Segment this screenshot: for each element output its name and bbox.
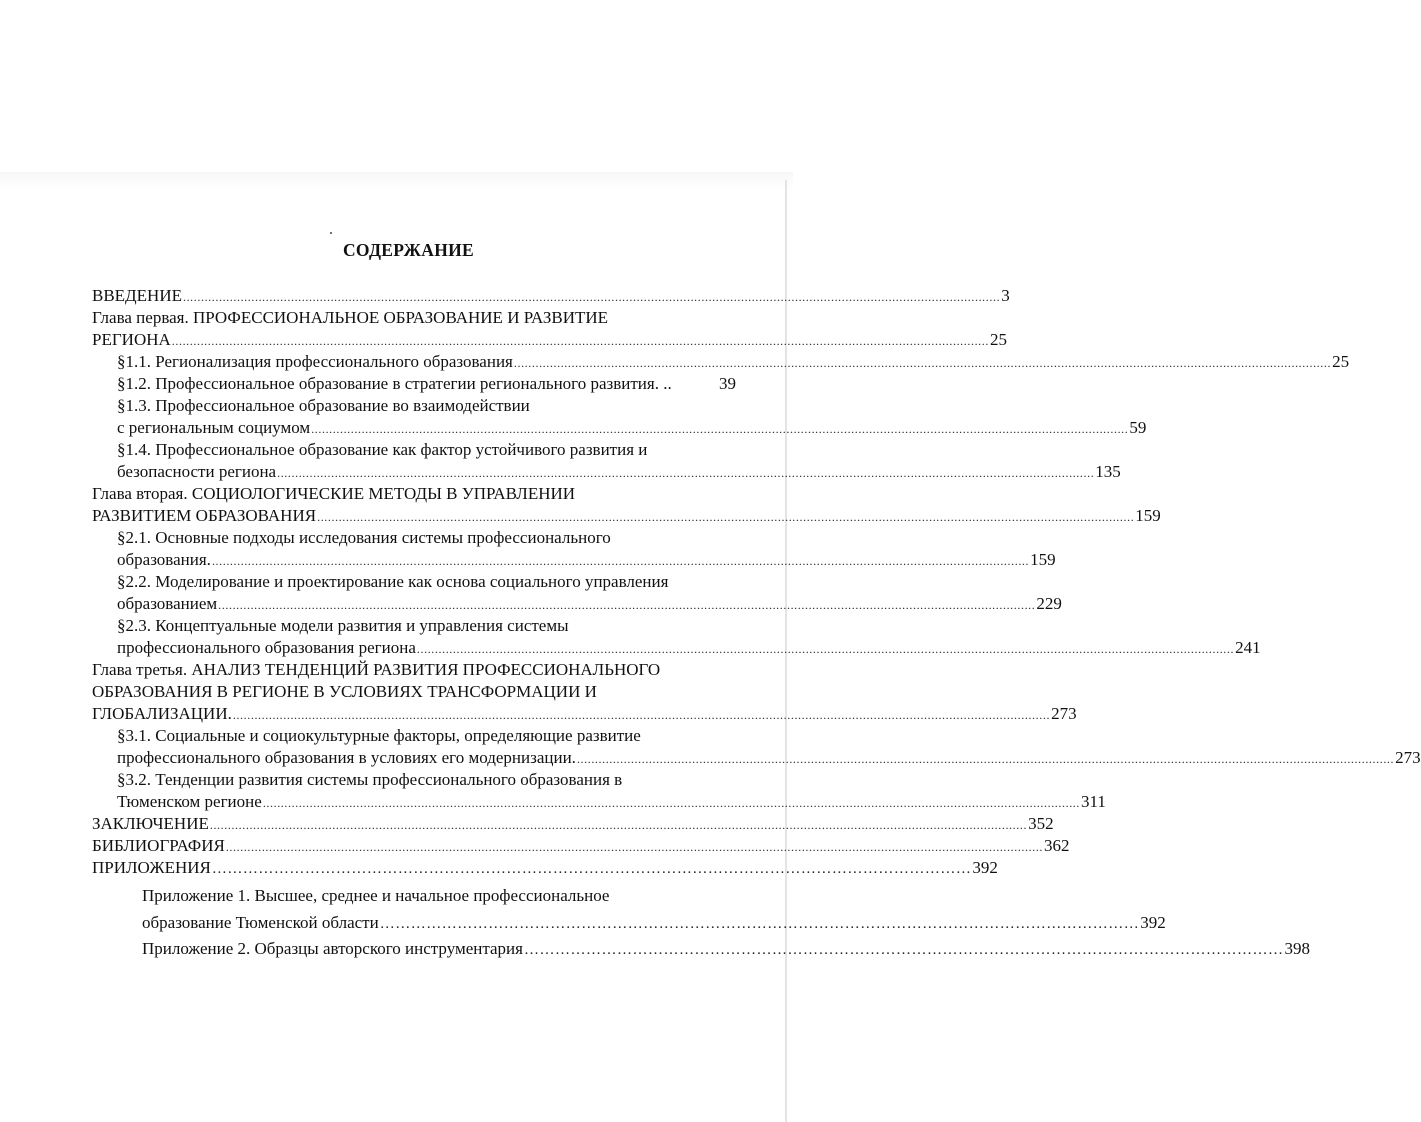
toc-entry-conclusion[interactable] [92, 813, 1054, 835]
toc-appendix-1-title[interactable]: Приложение 1. Высшее, среднее и начальное профессиональное [142, 886, 610, 905]
toc-entry-label: с региональным социумом [117, 418, 311, 437]
toc-entry-label: §1.1. Регионализация профессионального образования [117, 352, 513, 371]
toc-entry-label: РАЗВИТИЕМ ОБРАЗОВАНИЯ [92, 506, 317, 525]
toc-section-2-2-title[interactable]: §2.2. Моделирование и проектирование как основа социального управления [117, 572, 669, 591]
toc-entry-section-3-2[interactable] [117, 791, 1106, 813]
dot-leader: ................................................................................................................................................................................................................................... [218, 598, 1036, 612]
toc-entry-page: 311 [1081, 792, 1106, 811]
toc-entry-label: образования. [117, 550, 211, 569]
dot-leader: ................................................................................................................................................................................................................................... [513, 356, 1332, 370]
toc-entry-section-2-1[interactable] [117, 549, 1056, 571]
toc-section-2-1-title[interactable]: §2.1. Основные подходы исследования системы профессионального [117, 528, 611, 547]
toc-entry-label: безопасности региона [117, 462, 277, 481]
toc-entry-section-3-1[interactable] [117, 747, 1421, 769]
toc-entry-section-1-2[interactable] [117, 373, 736, 395]
toc-entry-page: 273 [1395, 748, 1421, 767]
toc-section-1-4-title[interactable]: §1.4. Профессиональное образование как фактор устойчивого развития и [117, 440, 648, 459]
toc-entry-section-1-3[interactable] [117, 417, 1147, 439]
toc-entry-page: 39 [719, 374, 736, 393]
toc-entry-page: 159 [1135, 506, 1161, 525]
toc-chapter-3-title[interactable]: Глава третья. АНАЛИЗ ТЕНДЕНЦИЙ РАЗВИТИЯ ПРОФЕССИОНАЛЬНОГО [92, 660, 661, 679]
toc-entry-page: 135 [1095, 462, 1121, 481]
toc-entry-label: Тюменском регионе [117, 792, 262, 811]
dot-leader: ………………………………………………………………………………………………………………………………… [523, 942, 1284, 958]
dot-leader: ................................................................................................................................................................................................................................... [262, 796, 1081, 810]
toc-entry-label: БИБЛИОГРАФИЯ [92, 836, 225, 855]
toc-entry-chapter-2[interactable] [92, 505, 1161, 527]
toc-entry-chapter-3[interactable] [92, 703, 1077, 725]
toc-entry-section-1-4[interactable] [117, 461, 1121, 483]
toc-section-1-3-title[interactable]: §1.3. Профессиональное образование во взаимодействии [117, 396, 530, 415]
toc-section-3-1-title[interactable]: §3.1. Социальные и социокультурные факторы, определяющие развитие [117, 726, 641, 745]
toc-entry-label: профессионального образования региона [117, 638, 416, 657]
toc-entry-page: 229 [1036, 594, 1062, 613]
toc-chapter-1-title[interactable]: Глава первая. ПРОФЕССИОНАЛЬНОЕ ОБРАЗОВАНИЕ И РАЗВИТИЕ [92, 308, 609, 327]
toc-entry-label: образование Тюменской области [142, 913, 379, 932]
dot-leader: ................................................................................................................................................................................................................................... [576, 752, 1395, 766]
toc-entry-page: 352 [1028, 814, 1054, 833]
toc-entry-page: 398 [1284, 939, 1310, 958]
toc-entry-section-1-1[interactable] [117, 351, 1350, 373]
toc-entry-label: §1.2. Профессиональное образование в стратегии регионального развития. .. [117, 374, 672, 393]
toc-entry-page: 25 [1332, 352, 1350, 371]
dot-leader: ................................................................................................................................................................................................................................... [232, 708, 1051, 722]
toc-entry-appendix-2[interactable] [142, 938, 1310, 960]
toc-entry-page: 159 [1030, 550, 1056, 569]
toc-entry-label: Приложение 2. Образцы авторского инструментария [142, 939, 523, 958]
toc-entry-label: ПРИЛОЖЕНИЯ [92, 858, 211, 877]
toc-entry-label: образованием [117, 594, 218, 613]
dot-leader: ………………………………………………………………………………………………………………………………… [379, 916, 1140, 932]
dot-leader: ................................................................................................................................................................................................................................... [416, 642, 1235, 656]
toc-chapter-2-title[interactable]: Глава вторая. СОЦИОЛОГИЧЕСКИЕ МЕТОДЫ В УПРАВЛЕНИИ [92, 484, 576, 503]
dot-leader: ................................................................................................................................................................................................................................... [317, 510, 1135, 524]
dot-leader: ................................................................................................................................................................................................................................... [277, 466, 1095, 480]
toc-entry-page: 25 [989, 330, 1007, 349]
toc-entry-page: 59 [1129, 418, 1147, 437]
dot-leader: ................................................................................................................................................................................................................................... [311, 422, 1129, 436]
dot-leader: ................................................................................................................................................................................................................................... [171, 334, 989, 348]
dot-leader: ................................................................................................................................................................................................................................... [182, 290, 1001, 304]
toc-entry-introduction[interactable] [92, 285, 1010, 307]
toc-entry-label: профессионального образования в условиях его модернизации. [117, 748, 576, 767]
dot-leader: ................................................................................................................................................................................................................................... [211, 554, 1030, 568]
toc-entry-page: 273 [1051, 704, 1077, 723]
toc-entry-label: ВВЕДЕНИЕ [92, 286, 182, 305]
page-title: СОДЕРЖАНИЕ [342, 240, 474, 260]
dot-leader: ………………………………………………………………………………………………………………………………… [211, 861, 972, 877]
scan-speck [330, 232, 332, 234]
toc-entry-page: 3 [1001, 286, 1010, 305]
toc-entry-appendices[interactable] [92, 857, 998, 879]
toc-entry-label: ЗАКЛЮЧЕНИЕ [92, 814, 209, 833]
toc-entry-section-2-3[interactable] [117, 637, 1261, 659]
dot-leader: ................................................................................................................................................................................................................................... [209, 818, 1028, 832]
toc-entry-page: 362 [1044, 836, 1070, 855]
toc-section-3-2-title[interactable]: §3.2. Тенденции развития системы профессионального образования в [117, 770, 623, 789]
toc-entry-label: ГЛОБАЛИЗАЦИИ. [92, 704, 232, 723]
toc-entry-page: 392 [1140, 913, 1166, 932]
toc-chapter-3-title-cont[interactable]: ОБРАЗОВАНИЯ В РЕГИОНЕ В УСЛОВИЯХ ТРАНСФОРМАЦИИ И [92, 682, 597, 701]
dot-leader: ................................................................................................................................................................................................................................... [225, 840, 1044, 854]
toc-entry-bibliography[interactable] [92, 835, 1070, 857]
toc-section-2-3-title[interactable]: §2.3. Концептуальные модели развития и управления системы [117, 616, 569, 635]
toc-entry-chapter-1[interactable] [92, 329, 1007, 351]
toc-entry-label: РЕГИОНА [92, 330, 171, 349]
toc-entry-page: 241 [1235, 638, 1261, 657]
toc-entry-section-2-2[interactable] [117, 593, 1062, 615]
toc-entry-page: 392 [972, 858, 998, 877]
toc-entry-appendix-1[interactable] [142, 912, 1166, 934]
